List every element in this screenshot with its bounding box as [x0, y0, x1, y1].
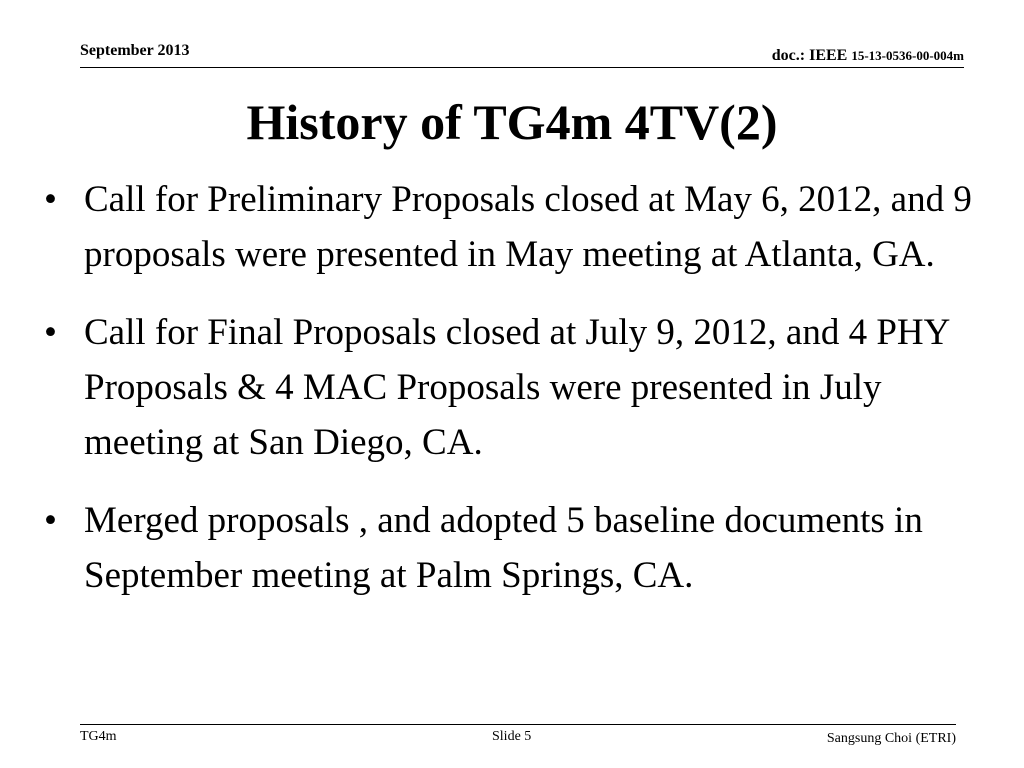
footer-group-name: TG4m: [80, 729, 117, 744]
footer-author: Sangsung Choi (ETRI): [826, 731, 956, 746]
bullet-dot-icon: •: [44, 179, 57, 220]
bullet-item-3: [40, 493, 980, 603]
header-doc-id: [772, 47, 964, 65]
header-date: September 2013: [80, 42, 190, 59]
bullet-text-3: Merged proposals , and adopted 5 baseline documents in September meeting at Palm Springs, CA.: [84, 500, 923, 596]
header-doc-prefix: doc.: IEEE: [771, 47, 852, 64]
header-divider: [80, 67, 964, 68]
bullet-list: [40, 172, 980, 626]
footer-divider: [80, 724, 956, 725]
bullet-text-1: Call for Preliminary Proposals closed at May 6, 2012, and 9 proposals were presented in May meeting at Atlanta, GA.: [84, 179, 972, 275]
bullet-item-2: [40, 305, 980, 470]
header-doc-number: 15-13-0536-00-004m: [851, 48, 964, 63]
bullet-item-1: [40, 172, 980, 282]
slide-title: History of TG4m 4TV(2): [246, 94, 778, 150]
bullet-dot-icon: •: [44, 312, 57, 353]
bullet-dot-icon: •: [44, 500, 57, 541]
bullet-text-2: Call for Final Proposals closed at July 9, 2012, and 4 PHY Proposals & 4 MAC Proposals were presented in July meeting at San Diego, CA.: [84, 312, 949, 463]
footer-slide-number: Slide 5: [492, 729, 532, 744]
